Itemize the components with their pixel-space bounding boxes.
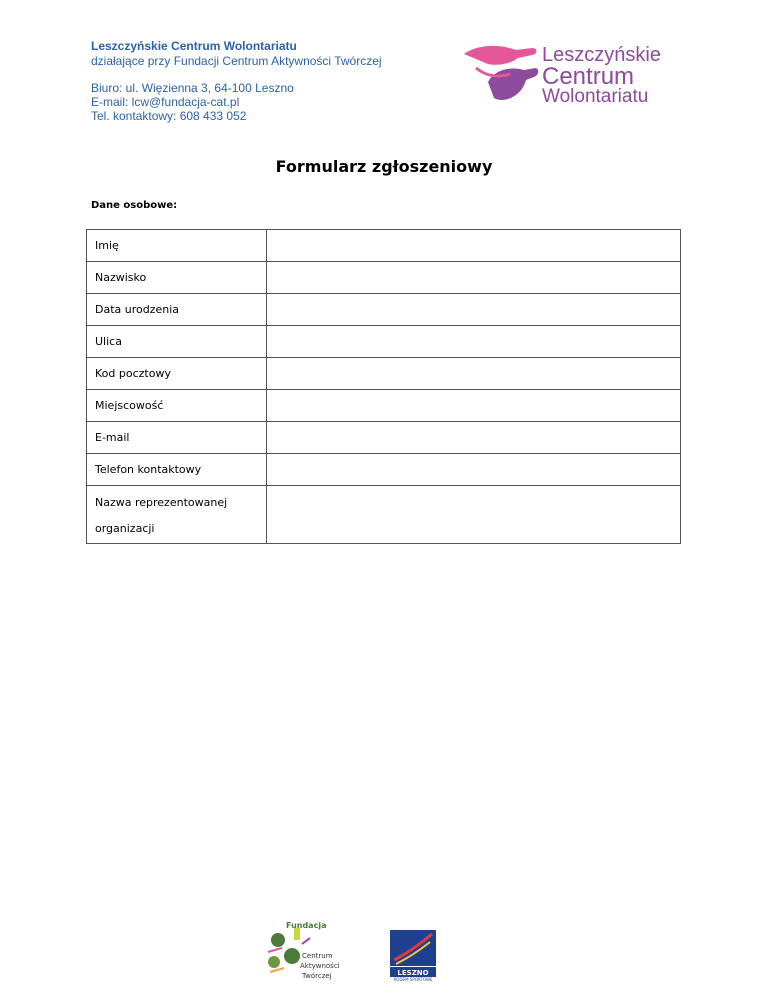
table-row bbox=[87, 230, 681, 262]
postal-code-field[interactable] bbox=[267, 358, 681, 390]
table-row bbox=[87, 358, 681, 390]
address-line: Biuro: ul. Więzienna 3, 64-100 Leszno bbox=[91, 81, 294, 95]
field-label: Nazwisko bbox=[87, 262, 267, 294]
org-info bbox=[91, 39, 451, 123]
street-field[interactable] bbox=[267, 326, 681, 358]
org-subtitle: działające przy Fundacji Centrum Aktywności Twórczej bbox=[91, 54, 382, 68]
leszno-logo bbox=[390, 930, 436, 982]
email-line: E-mail: lcw@fundacja-cat.pl bbox=[91, 95, 240, 109]
last-name-field[interactable] bbox=[267, 262, 681, 294]
field-label: E-mail bbox=[87, 422, 267, 454]
phone-line: Tel. kontaktowy: 608 433 052 bbox=[91, 109, 247, 123]
lcw-logo bbox=[458, 40, 688, 106]
table-row bbox=[87, 454, 681, 486]
table-row bbox=[87, 422, 681, 454]
field-label-line2: organizacji bbox=[95, 521, 155, 535]
table-row bbox=[87, 390, 681, 422]
form-title: Formularz zgłoszeniowy bbox=[275, 157, 493, 176]
field-label: Ulica bbox=[87, 326, 267, 358]
leaf-icon bbox=[268, 956, 280, 968]
field-label: Kod pocztowy bbox=[87, 358, 267, 390]
table-row bbox=[87, 326, 681, 358]
purple-hand-icon bbox=[488, 68, 538, 100]
field-label: Miejscowość bbox=[87, 390, 267, 422]
leaf-icon bbox=[284, 948, 300, 964]
field-label: Imię bbox=[87, 230, 267, 262]
field-label-line1: Nazwa reprezentowanej bbox=[95, 495, 228, 509]
fca-logo-line3: Aktywności bbox=[300, 962, 340, 970]
field-label bbox=[87, 486, 267, 544]
lcw-logo-line2: Centrum bbox=[542, 63, 635, 90]
first-name-field[interactable] bbox=[267, 230, 681, 262]
pink-hand-icon bbox=[464, 46, 537, 65]
section-label: Dane osobowe: bbox=[91, 200, 178, 211]
leaf-icon bbox=[271, 933, 285, 947]
organization-field[interactable] bbox=[267, 486, 681, 544]
table-row bbox=[87, 486, 681, 544]
field-label: Telefon kontaktowy bbox=[87, 454, 267, 486]
table-row bbox=[87, 294, 681, 326]
email-field[interactable] bbox=[267, 422, 681, 454]
birth-date-field[interactable] bbox=[267, 294, 681, 326]
personal-data-table bbox=[86, 229, 681, 544]
lcw-logo-line3: Wolontariatu bbox=[542, 86, 649, 106]
table-row bbox=[87, 262, 681, 294]
fca-logo-line4: Twórczej bbox=[302, 972, 332, 980]
org-name: Leszczyńskie Centrum Wolontariatu bbox=[91, 39, 297, 53]
leszno-logo-line2: RODEM SPORTOWE bbox=[393, 977, 433, 982]
field-label: Data urodzenia bbox=[87, 294, 267, 326]
fca-logo bbox=[264, 918, 344, 986]
lcw-logo-line1: Leszczyńskie bbox=[542, 44, 661, 66]
leszno-logo-line1: LESZNO bbox=[397, 969, 429, 977]
contact-block bbox=[91, 81, 451, 123]
phone-field[interactable] bbox=[267, 454, 681, 486]
fca-logo-line1: Fundacja bbox=[286, 921, 327, 930]
city-field[interactable] bbox=[267, 390, 681, 422]
fca-logo-line2: Centrum bbox=[302, 952, 333, 960]
